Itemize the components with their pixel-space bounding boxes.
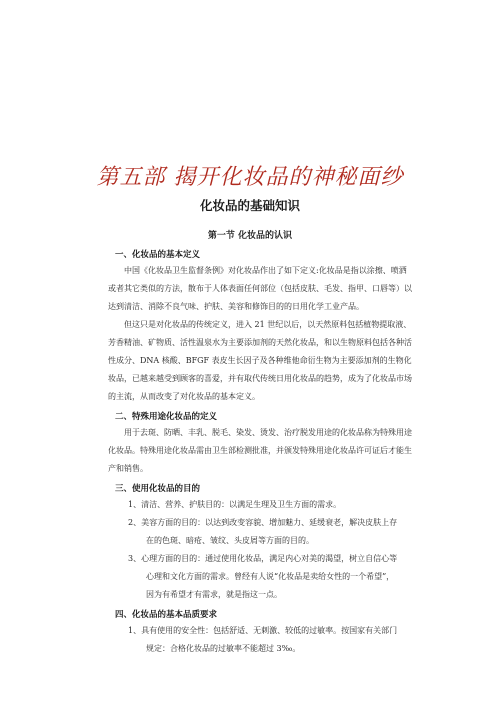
list-item: 2、美容方面的目的：以达到改变容貌、增加魅力、延缓衰老，解决皮肤上存 — [128, 518, 398, 527]
heading-purpose: 三、使用化妆品的目的 — [115, 484, 201, 494]
paragraph-line: 用于去斑、防晒、丰乳、脱毛、染发、烫发、治疗脱发用途的化妆品称为特殊用途 — [124, 428, 412, 437]
heading-quality-requirements: 四、化妆品的基本品质要求 — [115, 610, 218, 620]
paragraph-line: 化妆品。特殊用途化妆品需由卫生部检测批准，并颁发特殊用途化妆品许可证后才能生 — [108, 446, 412, 455]
list-item: 1、清洁、营养、护肤目的：以满足生理及卫生方面的需求。 — [128, 500, 342, 509]
heading-special-definition: 二、特殊用途化妆品的定义 — [115, 412, 218, 422]
paragraph-line: 或者其它类似的方法，散布于人体表面任何部位（包括皮肤、毛发、指甲、口唇等）以 — [108, 284, 412, 293]
part-title: 第五部 揭开化妆品的神秘面纱 — [96, 165, 404, 190]
list-item-continuation: 心理和文化方面的需求。曾经有人说“化妆品是卖给女性的一个希望”， — [146, 572, 395, 581]
paragraph-line: 妆品，已越来越受到顾客的喜爱，并有取代传统日用化妆品的趋势，成为了化妆品市场 — [108, 374, 412, 383]
paragraph-line: 达到清洁、消除不良气味、护肤、美容和修饰目的的日用化学工业产品。 — [108, 302, 364, 311]
section-title: 第一节 化妆品的认识 — [207, 231, 293, 241]
list-item: 3、心理方面的目的：通过使用化妆品，满足内心对美的渴望，树立自信心等 — [128, 554, 398, 563]
paragraph-line: 芳香精油、矿物质、活性温泉水为主要添加剂的天然化妆品，和以生物原料包括各种活 — [108, 338, 412, 347]
list-item-continuation: 因为有希望才有需求，就是指这一点。 — [146, 590, 282, 599]
heading-basic-definition: 一、化妆品的基本定义 — [115, 250, 201, 260]
list-item-continuation: 在的色斑、暗疮、皱纹、头皮屑等方面的目的。 — [146, 536, 314, 545]
paragraph-line: 中国《化妆品卫生监督条例》对化妆品作出了如下定义:化妆品是指以涂擦、喷洒 — [124, 266, 407, 275]
list-item-continuation: 规定：合格化妆品的过敏率不能超过 3‰。 — [146, 644, 301, 653]
paragraph-line: 产和销售。 — [108, 464, 148, 473]
paragraph-line: 性成分、DNA 核酸、BFGF 表皮生长因子及各种维他命衍生物为主要添加剂的生物化 — [108, 356, 412, 365]
paragraph-line: 的主流，从而改变了对化妆品的基本定义。 — [108, 392, 260, 401]
chapter-subtitle: 化妆品的基础知识 — [199, 198, 300, 213]
paragraph-line: 但这只是对化妆品的传统定义，进入 21 世纪以后，以天然原料包括植物提取液、 — [124, 320, 412, 329]
list-item: 1、具有使用的安全性：包括舒适、无刺激、较低的过敏率。按国家有关部门 — [128, 626, 398, 635]
